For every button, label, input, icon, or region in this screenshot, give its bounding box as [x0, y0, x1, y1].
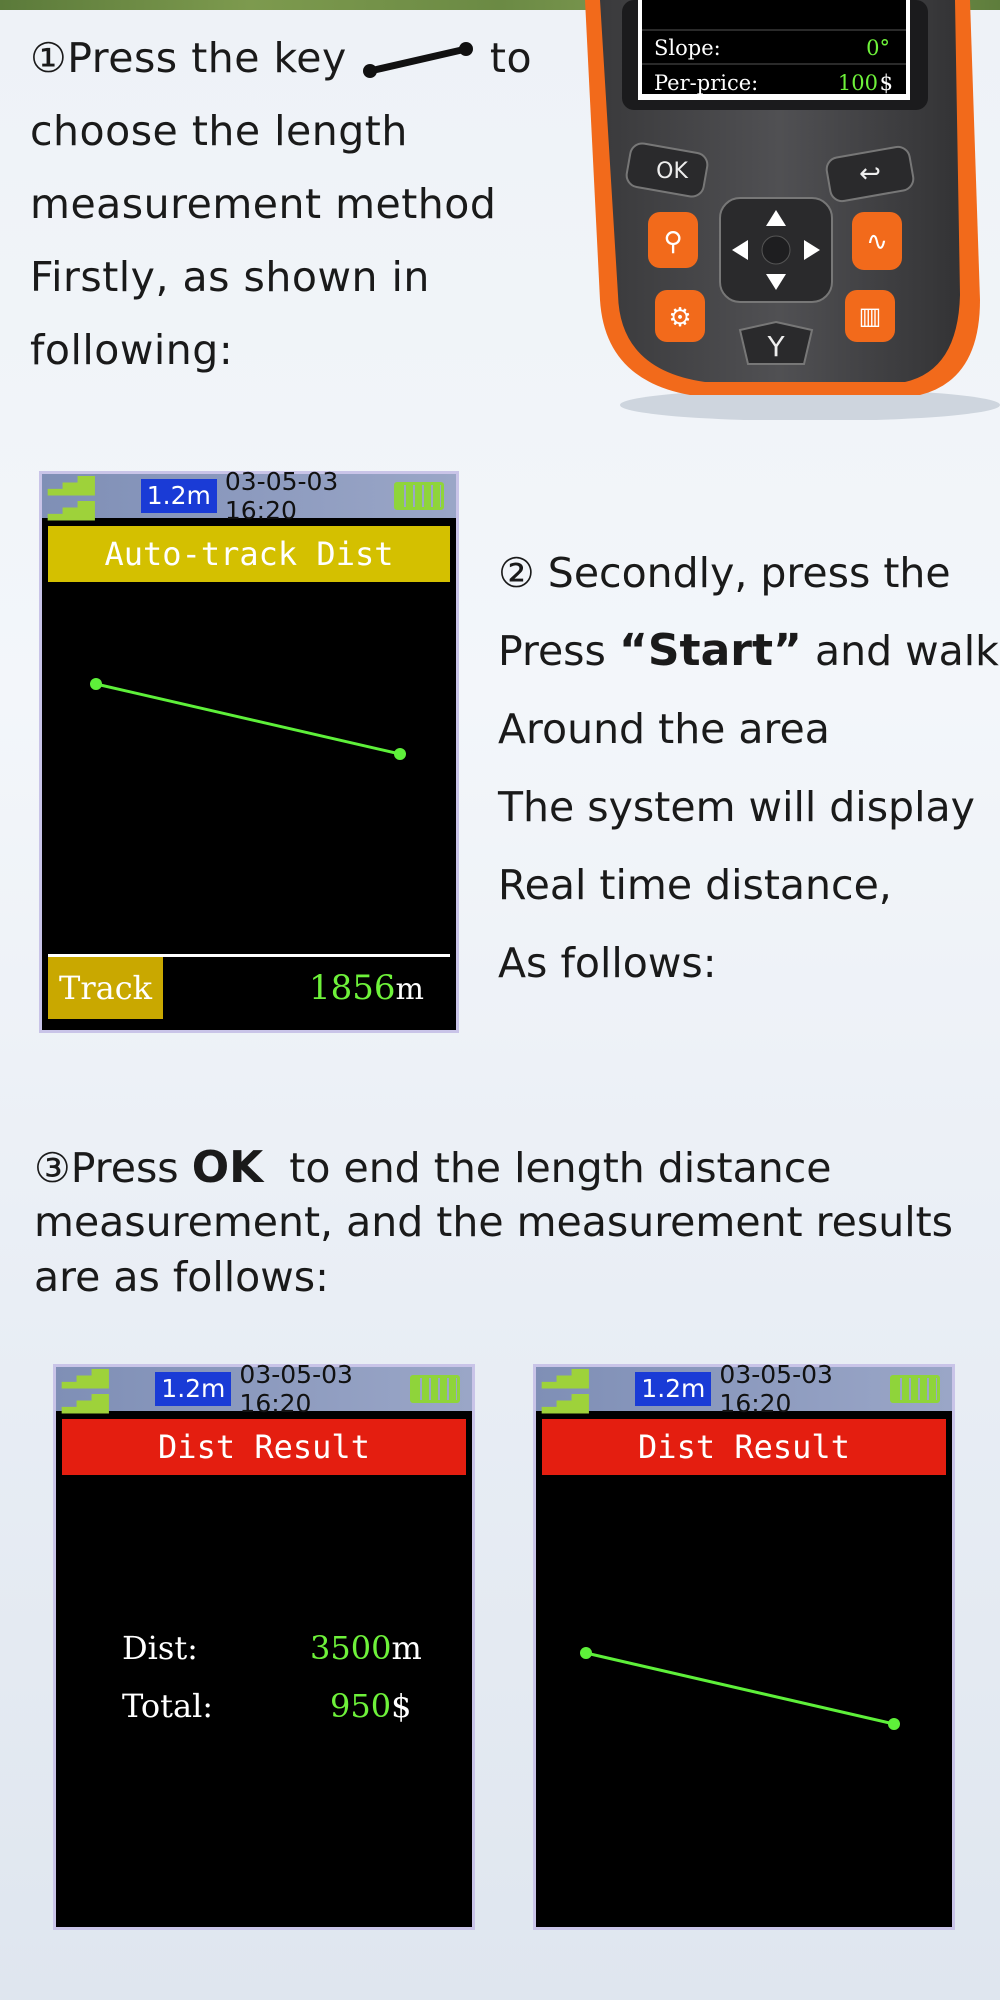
- step1-marker: ①: [30, 34, 68, 82]
- slope-label: Slope:: [654, 36, 721, 60]
- screen-dist-result: [56, 1360, 472, 1927]
- step2-line2-post: and walk: [801, 627, 999, 675]
- battery-icon: [410, 1375, 460, 1403]
- accuracy-badge: 1.2m: [155, 1372, 231, 1406]
- step3-marker: ③: [34, 1144, 71, 1192]
- track-number: 1856: [309, 968, 396, 1008]
- step1-line1-text: Press the key: [67, 34, 347, 82]
- step3-line1-post: to end the length distance: [263, 1144, 832, 1192]
- track-value: [309, 957, 424, 1021]
- step3-line1-pre: Press: [70, 1144, 192, 1192]
- dist-number: 3500: [310, 1629, 392, 1667]
- total-number: 950: [330, 1687, 392, 1725]
- y-button-label: Y: [767, 330, 785, 363]
- step2-start-word: “Start”: [618, 625, 802, 676]
- step2-line-3: Around the area: [498, 705, 830, 753]
- datetime: 03-05-03 16:20: [719, 1360, 833, 1418]
- screen-auto-track: [42, 467, 456, 1030]
- signal-icon: ▂▄▆ ▂▄▆: [48, 471, 93, 521]
- step1-line-2: choose the length: [30, 107, 408, 155]
- step1-line-5: following:: [30, 326, 234, 374]
- step3-line-3: are as follows:: [34, 1253, 329, 1301]
- battery-icon: [890, 1375, 940, 1403]
- step1-text: [30, 22, 590, 387]
- step3-line-1: [34, 1140, 994, 1195]
- total-label: Total:: [122, 1687, 214, 1725]
- screen-dist-result-track: [536, 1360, 952, 1927]
- step3-line-2: measurement, and the measurement results: [34, 1198, 954, 1246]
- track-icon: ∿: [866, 227, 888, 257]
- screen-title: Dist Result: [62, 1419, 466, 1475]
- datetime: 03-05-03 16:20: [224, 467, 339, 525]
- accuracy-badge: 1.2m: [635, 1372, 711, 1406]
- step1-line1-to: to: [489, 34, 533, 82]
- step3-text: [34, 1140, 994, 1305]
- total-unit: $: [391, 1687, 412, 1725]
- track-unit: m: [395, 972, 424, 1007]
- step2-line2-pre: Press: [498, 627, 619, 675]
- step1-line-4: Firstly, as shown in: [30, 253, 430, 301]
- screen-title: Auto-track Dist: [48, 526, 450, 582]
- price-value: 100: [837, 71, 878, 95]
- status-bar: [536, 1360, 952, 1418]
- back-icon: ↩: [859, 159, 881, 189]
- track-bar: [48, 954, 450, 1019]
- step2-line-4: The system will display: [498, 783, 975, 831]
- gps-device-illustration: [560, 0, 1000, 420]
- result-track-line: [536, 1475, 952, 1925]
- step2-line-5: Real time distance,: [498, 861, 892, 909]
- datetime: 03-05-03 16:20: [239, 1360, 353, 1418]
- battery-icon: [394, 482, 444, 510]
- screen-title: Dist Result: [542, 1419, 946, 1475]
- step2-text: [498, 534, 998, 1002]
- track-key-icon: [360, 41, 476, 81]
- status-bar: [56, 1360, 472, 1418]
- track-label: Track: [48, 957, 163, 1019]
- accuracy-badge: 1.2m: [141, 479, 217, 513]
- dist-label: Dist:: [122, 1629, 198, 1667]
- step2-line-6: As follows:: [498, 939, 717, 987]
- signal-icon: ▂▄▆ ▂▄▆: [542, 1364, 587, 1414]
- step2-line-2: [498, 612, 998, 690]
- total-value: [330, 1687, 411, 1725]
- status-bar: [42, 467, 456, 525]
- dist-value: [310, 1629, 422, 1667]
- step1-line-1: [30, 22, 590, 95]
- step1-line-3: measurement method: [30, 180, 497, 228]
- dist-unit: m: [391, 1629, 422, 1667]
- price-unit: $: [879, 71, 893, 95]
- step2-line-1: ② Secondly, press the: [498, 549, 951, 597]
- book-icon: ▥: [858, 302, 882, 330]
- waypoint-icon: ⚲: [663, 227, 683, 257]
- step3-ok-word: OK: [191, 1142, 264, 1193]
- ok-button-label: OK: [656, 159, 688, 184]
- slope-value: 0°: [866, 36, 890, 60]
- gear-icon: ⚙: [668, 303, 692, 333]
- signal-icon: ▂▄▆ ▂▄▆: [62, 1364, 107, 1414]
- track-line: [42, 582, 456, 932]
- price-label: Per-price:: [654, 71, 759, 95]
